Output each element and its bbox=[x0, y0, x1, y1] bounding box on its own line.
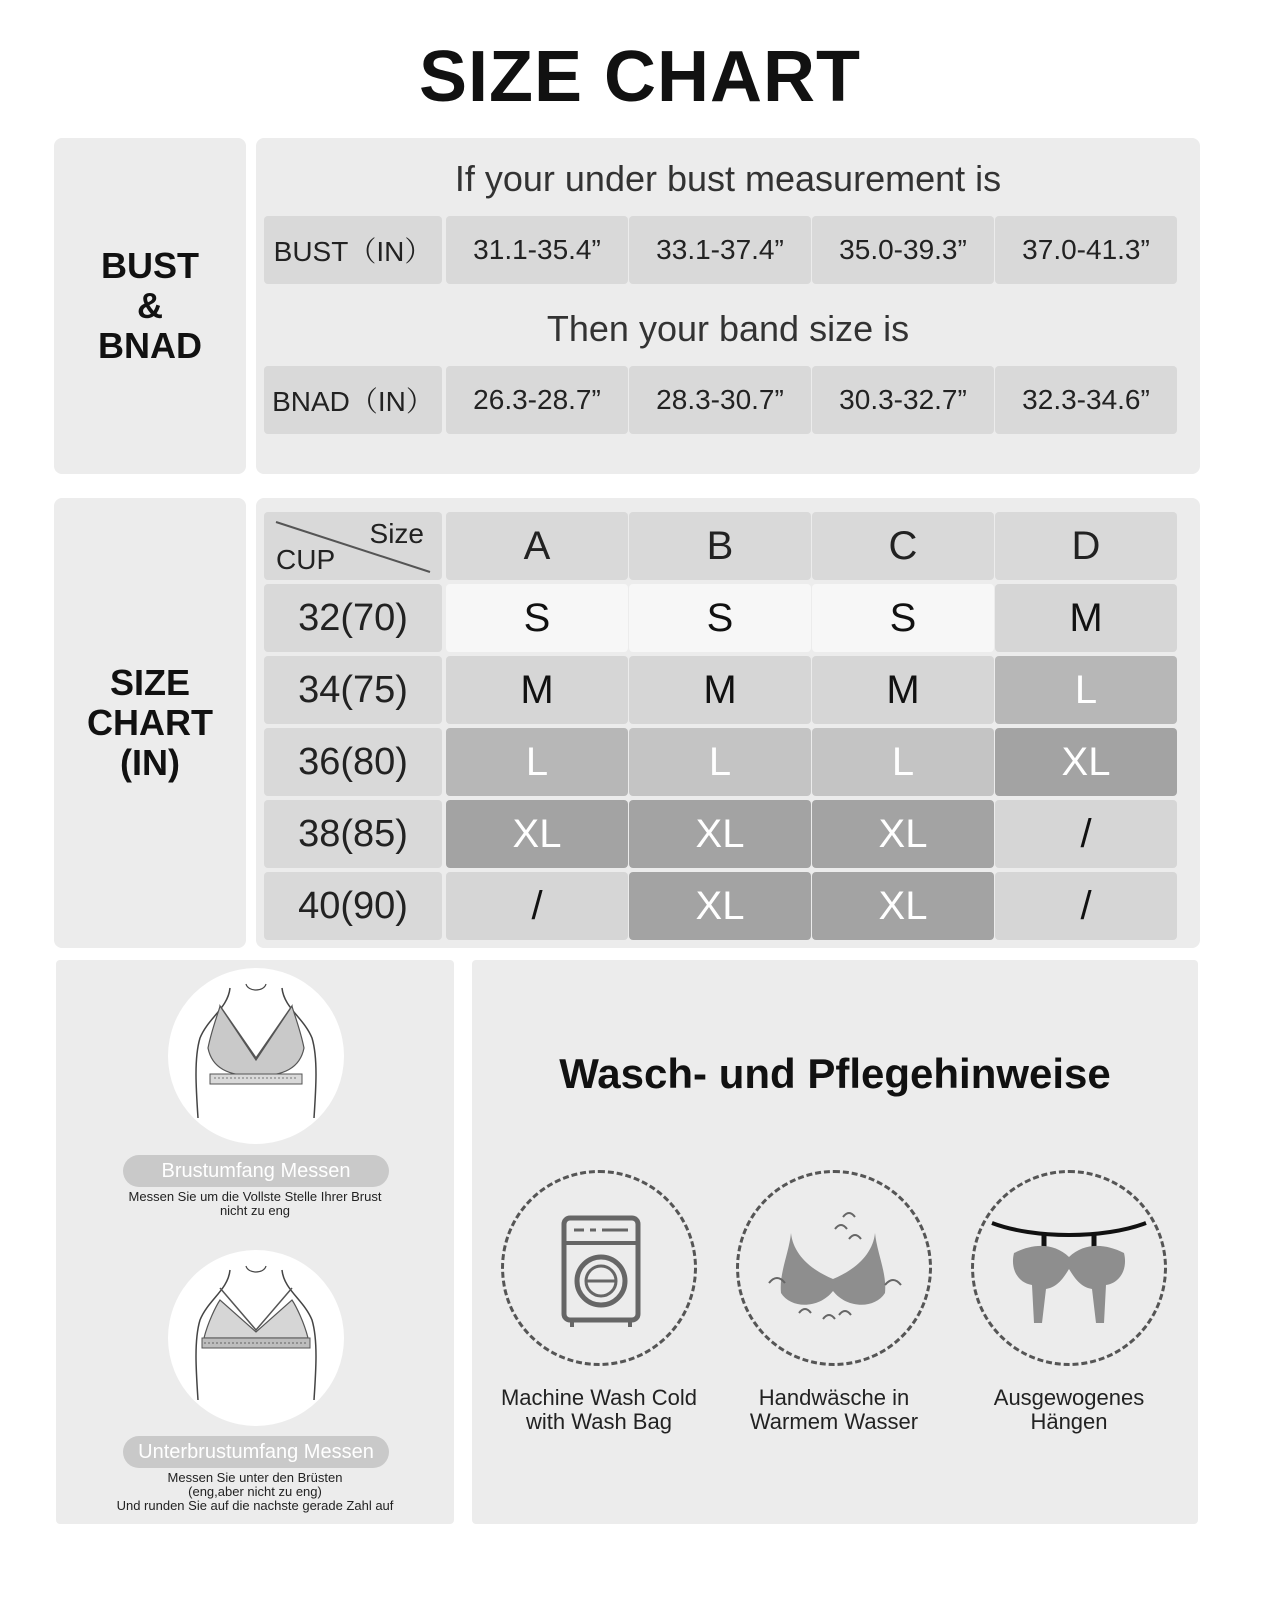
size-cell: L bbox=[446, 728, 628, 796]
band-value-cell: 30.3-32.7” bbox=[812, 366, 994, 434]
size-cell: XL bbox=[995, 728, 1177, 796]
side-label-line: BNAD bbox=[98, 325, 202, 366]
side-label-line: BUST bbox=[101, 245, 199, 286]
band-row-header: 36(80) bbox=[264, 728, 442, 796]
bust-illustration bbox=[168, 968, 344, 1144]
note-line: nicht zu eng bbox=[219, 1203, 291, 1218]
size-cell: L bbox=[812, 728, 994, 796]
band-row-header: 38(85) bbox=[264, 800, 442, 868]
cup-column-header: D bbox=[995, 512, 1177, 580]
size-cell: XL bbox=[812, 800, 994, 868]
bust-value-cell: 31.1-35.4” bbox=[446, 216, 628, 284]
washing-machine-icon bbox=[504, 1173, 694, 1363]
side-label-line: (IN) bbox=[120, 742, 180, 783]
bra-bust-icon bbox=[168, 968, 344, 1144]
size-cup-corner-cell bbox=[264, 512, 442, 580]
size-cell: S bbox=[812, 584, 994, 652]
care-label-line: with Wash Bag bbox=[526, 1409, 672, 1434]
under-bust-measure-pill: Unterbrustumfang Messen bbox=[123, 1436, 389, 1468]
bust-row-label: BUST（IN） bbox=[264, 216, 442, 284]
size-cell: / bbox=[995, 872, 1177, 940]
care-label-line: Ausgewogenes bbox=[993, 1385, 1145, 1410]
note-line: Messen Sie um die Vollste Stelle Ihrer Brust bbox=[128, 1189, 382, 1204]
size-cell: XL bbox=[446, 800, 628, 868]
hand-wash-label bbox=[714, 1386, 954, 1434]
hand-wash-icon bbox=[739, 1173, 929, 1363]
size-cell: XL bbox=[812, 872, 994, 940]
care-label-line: Machine Wash Cold bbox=[500, 1385, 698, 1410]
note-line: Messen Sie unter den Brüsten bbox=[167, 1470, 343, 1485]
side-label-line: SIZE bbox=[109, 662, 190, 703]
size-chart-side-panel bbox=[54, 498, 246, 948]
under-bust-caption: If your under bust measurement is bbox=[454, 158, 1002, 199]
under-bust-illustration bbox=[168, 1250, 344, 1426]
size-cell: XL bbox=[629, 800, 811, 868]
size-cell: / bbox=[446, 872, 628, 940]
size-chart-table-panel bbox=[256, 498, 1200, 948]
size-cell: L bbox=[629, 728, 811, 796]
bust-value-cell: 37.0-41.3” bbox=[995, 216, 1177, 284]
measure-guide-panel bbox=[56, 960, 454, 1524]
bust-measure-pill: Brustumfang Messen bbox=[123, 1155, 389, 1187]
hand-wash-circle bbox=[736, 1170, 932, 1366]
bra-underbust-icon bbox=[168, 1250, 344, 1426]
band-row-header: 32(70) bbox=[264, 584, 442, 652]
size-cell: M bbox=[629, 656, 811, 724]
bust-band-side-panel bbox=[54, 138, 246, 474]
bust-band-side-label bbox=[54, 138, 246, 474]
size-cell: M bbox=[812, 656, 994, 724]
care-label-line: Handwäsche in bbox=[758, 1385, 910, 1410]
size-cell: M bbox=[446, 656, 628, 724]
bust-value-cell: 35.0-39.3” bbox=[812, 216, 994, 284]
care-title: Wasch- und Pflegehinweise bbox=[559, 1050, 1111, 1097]
bust-measure-note bbox=[96, 1190, 414, 1218]
band-value-cell: 28.3-30.7” bbox=[629, 366, 811, 434]
care-label-line: Warmem Wasser bbox=[749, 1409, 919, 1434]
bust-band-table-panel bbox=[256, 138, 1200, 474]
under-bust-measure-note bbox=[86, 1471, 424, 1513]
note-line: Und runden Sie auf die nachste gerade Zahl auf bbox=[116, 1498, 394, 1513]
hang-dry-circle bbox=[971, 1170, 1167, 1366]
care-panel bbox=[472, 960, 1198, 1524]
band-row-header: 40(90) bbox=[264, 872, 442, 940]
hang-dry-icon bbox=[974, 1173, 1164, 1363]
band-value-cell: 26.3-28.7” bbox=[446, 366, 628, 434]
wash-cold-label bbox=[479, 1386, 719, 1434]
side-label-line: & bbox=[137, 285, 163, 326]
cup-column-header: A bbox=[446, 512, 628, 580]
size-cell: / bbox=[995, 800, 1177, 868]
washing-machine-circle bbox=[501, 1170, 697, 1366]
band-row-label: BNAD（IN） bbox=[264, 366, 442, 434]
cup-column-header: B bbox=[629, 512, 811, 580]
size-cell: S bbox=[629, 584, 811, 652]
band-row-header: 34(75) bbox=[264, 656, 442, 724]
corner-size-label: Size bbox=[369, 518, 424, 549]
size-cell: M bbox=[995, 584, 1177, 652]
size-chart-side-label bbox=[54, 498, 246, 948]
cup-column-header: C bbox=[812, 512, 994, 580]
note-line: (eng,aber nicht zu eng) bbox=[188, 1484, 322, 1499]
corner-cup-label: CUP bbox=[276, 544, 336, 575]
page-title: SIZE CHART bbox=[419, 37, 861, 117]
band-value-cell: 32.3-34.6” bbox=[995, 366, 1177, 434]
bust-value-cell: 33.1-37.4” bbox=[629, 216, 811, 284]
hang-dry-label bbox=[949, 1386, 1189, 1434]
band-size-caption: Then your band size is bbox=[546, 308, 910, 349]
side-label-line: CHART bbox=[87, 702, 213, 743]
size-cell: L bbox=[995, 656, 1177, 724]
size-cell: S bbox=[446, 584, 628, 652]
care-label-line: Hängen bbox=[1030, 1409, 1108, 1434]
size-cell: XL bbox=[629, 872, 811, 940]
